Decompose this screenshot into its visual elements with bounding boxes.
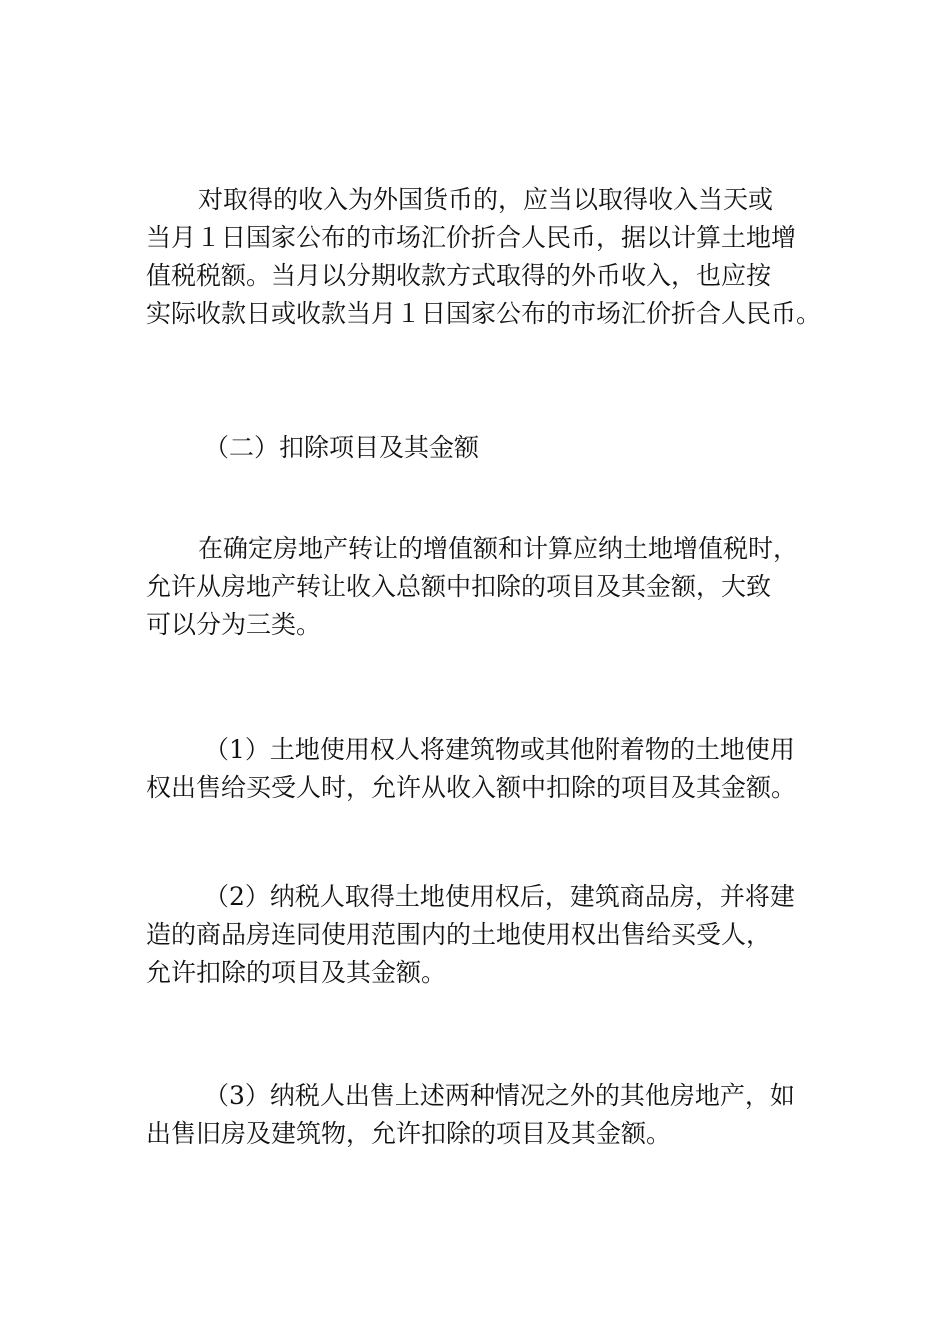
text-line: 当月１日国家公布的市场汇价折合人民币，据以计算土地增	[146, 223, 797, 252]
text-line: 出售旧房及建筑物，允许扣除的项目及其金额。	[146, 1119, 672, 1148]
text-line: （二）扣除项目及其金额	[204, 433, 480, 462]
text-line: 实际收款日或收款当月１日国家公布的市场汇价折合人民币。	[146, 299, 822, 328]
text-line: （3）纳税人出售上述两种情况之外的其他房地产，如	[204, 1081, 795, 1110]
text-line: 在确定房地产转让的增值额和计算应纳土地增值税时，	[198, 534, 799, 563]
section-heading	[146, 429, 826, 467]
text-line: 权出售给买受人时，允许从收入额中扣除的项目及其金额。	[146, 773, 797, 802]
text-line: 可以分为三类。	[146, 610, 322, 639]
paragraph-deduction-intro	[146, 530, 826, 644]
text-line: 允许从房地产转让收入总额中扣除的项目及其金额，大致	[146, 572, 772, 601]
text-line: （1）土地使用权人将建筑物或其他附着物的土地使用	[204, 735, 795, 764]
text-line: 值税税额。当月以分期收款方式取得的外币收入，也应按	[146, 261, 772, 290]
text-line: 对取得的收入为外国货币的，应当以取得收入当天或	[198, 185, 774, 214]
text-line: （2）纳税人取得土地使用权后，建筑商品房，并将建	[204, 882, 795, 911]
text-line: 允许扣除的项目及其金额。	[146, 958, 447, 987]
text-line: 造的商品房连同使用范围内的土地使用权出售给买受人，	[146, 920, 772, 949]
paragraph-item-1	[146, 731, 826, 807]
paragraph-foreign-currency	[146, 181, 826, 333]
paragraph-item-3	[146, 1077, 826, 1153]
paragraph-item-2	[146, 878, 826, 992]
